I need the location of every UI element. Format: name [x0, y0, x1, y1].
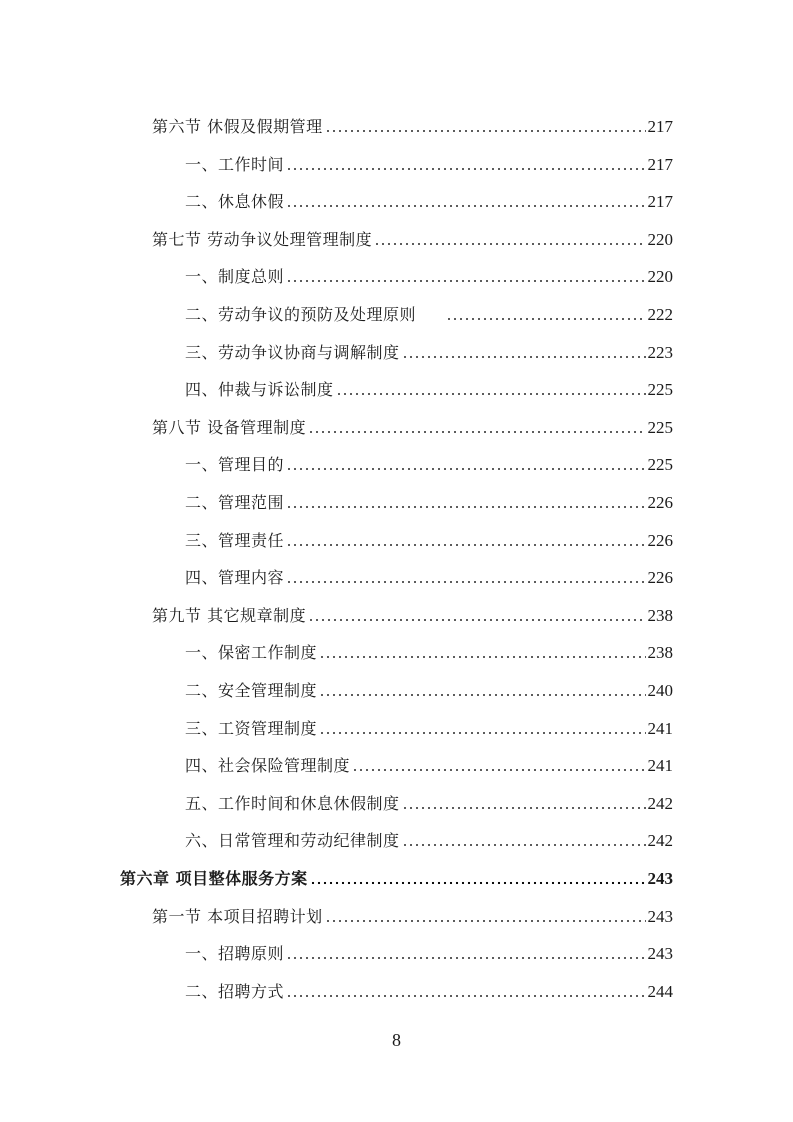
toc-entry-title: 三、工资管理制度	[185, 718, 318, 738]
page-number: 8	[392, 1030, 401, 1050]
toc-entry-page: 241	[647, 718, 673, 738]
toc-entry[interactable]	[0, 715, 793, 743]
toc-entry-page: 225	[647, 417, 673, 437]
toc-entry-title: 一、制度总则	[185, 267, 285, 287]
dot-leader	[446, 301, 645, 329]
toc-entry[interactable]	[0, 903, 793, 931]
toc-entry[interactable]	[0, 940, 793, 968]
dot-leader	[286, 978, 645, 1006]
toc-entry-title: 四、社会保险管理制度	[185, 756, 351, 776]
toc-entry[interactable]	[0, 564, 793, 592]
toc-entry[interactable]	[0, 827, 793, 855]
toc-entry[interactable]	[0, 301, 793, 329]
toc-entry-title: 二、休息休假	[185, 192, 285, 212]
toc-entry[interactable]	[0, 188, 793, 216]
toc-entry[interactable]	[0, 113, 793, 141]
dot-leader	[319, 639, 645, 667]
toc-entry[interactable]	[0, 451, 793, 479]
toc-entry[interactable]	[0, 339, 793, 367]
dot-leader	[325, 903, 646, 931]
dot-leader	[402, 790, 646, 818]
toc-entry[interactable]	[0, 527, 793, 555]
dot-leader	[286, 151, 645, 179]
dot-leader	[286, 564, 645, 592]
toc-entry-title: 五、工作时间和休息休假制度	[185, 793, 400, 813]
toc-entry-title: 四、管理内容	[185, 568, 285, 588]
toc-entry-page: 225	[647, 380, 673, 400]
dot-leader	[308, 414, 645, 442]
toc-entry-title: 第九节 其它规章制度	[152, 605, 307, 625]
dot-leader	[374, 226, 645, 254]
dot-leader	[336, 376, 646, 404]
dot-leader	[286, 489, 645, 517]
toc-entry-title: 三、劳动争议协商与调解制度	[185, 342, 400, 362]
toc-entry-page: 243	[647, 869, 673, 888]
toc-entry-page: 242	[647, 831, 673, 851]
toc-entry-title: 二、管理范围	[185, 493, 285, 512]
toc-entry-title: 二、招聘方式	[185, 981, 285, 1001]
dot-leader	[286, 188, 645, 216]
toc-entry-page: 223	[647, 342, 673, 362]
toc-entry-page: 222	[647, 305, 673, 324]
dot-leader	[286, 451, 645, 479]
toc-entry-title: 六、日常管理和劳动纪律制度	[185, 831, 400, 851]
dot-leader	[325, 113, 646, 141]
toc-entry-title: 四、仲裁与诉讼制度	[185, 380, 334, 400]
toc-entry[interactable]	[0, 978, 793, 1006]
toc-entry[interactable]	[0, 263, 793, 291]
toc-entry-page: 217	[647, 154, 673, 174]
toc-entry-page: 217	[647, 117, 673, 136]
toc-entry-page: 243	[647, 944, 673, 964]
toc-entry-page: 238	[647, 643, 673, 663]
dot-leader	[286, 263, 645, 291]
toc-entry-page: 226	[647, 530, 673, 550]
dot-leader	[286, 527, 645, 555]
toc-entry-title: 第一节 本项目招聘计划	[152, 906, 323, 926]
toc-entry-title: 一、招聘原则	[185, 944, 285, 964]
toc-entry-page: 242	[647, 793, 673, 813]
toc-entry-title: 一、工作时间	[185, 154, 285, 174]
toc-entry[interactable]	[0, 151, 793, 179]
toc-entry-title: 二、劳动争议的预防及处理原则	[185, 305, 417, 324]
toc-entry[interactable]	[0, 602, 793, 630]
dot-leader	[402, 827, 646, 855]
toc-entry-page: 225	[647, 455, 673, 475]
toc-entry[interactable]	[0, 414, 793, 442]
toc-entry[interactable]	[0, 226, 793, 254]
toc-entry[interactable]	[0, 489, 793, 517]
toc-entry[interactable]	[0, 376, 793, 404]
dot-leader	[308, 602, 645, 630]
toc-entry-title: 第八节 设备管理制度	[152, 417, 307, 437]
toc-entry-page: 240	[647, 681, 673, 700]
toc-entry-title: 第六章 项目整体服务方案	[120, 869, 308, 888]
toc-entry-page: 244	[647, 981, 673, 1001]
dot-leader	[286, 940, 645, 968]
dot-leader	[402, 339, 646, 367]
toc-entry-page: 241	[647, 756, 673, 776]
toc-entry-page: 226	[647, 568, 673, 588]
toc-entry-title: 一、保密工作制度	[185, 643, 318, 663]
dot-leader	[319, 715, 645, 743]
dot-leader	[319, 677, 645, 705]
toc-chapter-entry[interactable]	[0, 865, 793, 893]
toc-entry-page: 217	[647, 192, 673, 212]
dot-leader	[352, 752, 645, 780]
toc-entry[interactable]	[0, 639, 793, 667]
toc-entry-page: 243	[647, 906, 673, 926]
toc-entry[interactable]	[0, 752, 793, 780]
toc-entry-title: 三、管理责任	[185, 530, 285, 550]
dot-leader	[310, 865, 646, 893]
toc-entry-title: 第七节 劳动争议处理管理制度	[152, 229, 373, 249]
toc-entry[interactable]	[0, 677, 793, 705]
toc-entry-page: 220	[647, 229, 673, 249]
toc-entry-page: 226	[647, 493, 673, 512]
toc-entry[interactable]	[0, 790, 793, 818]
toc-entry-title: 一、管理目的	[185, 455, 285, 475]
toc-entry-title: 第六节 休假及假期管理	[152, 117, 323, 136]
toc-entry-title: 二、安全管理制度	[185, 681, 318, 700]
toc-entry-page: 238	[647, 605, 673, 625]
toc-entry-page: 220	[647, 267, 673, 287]
